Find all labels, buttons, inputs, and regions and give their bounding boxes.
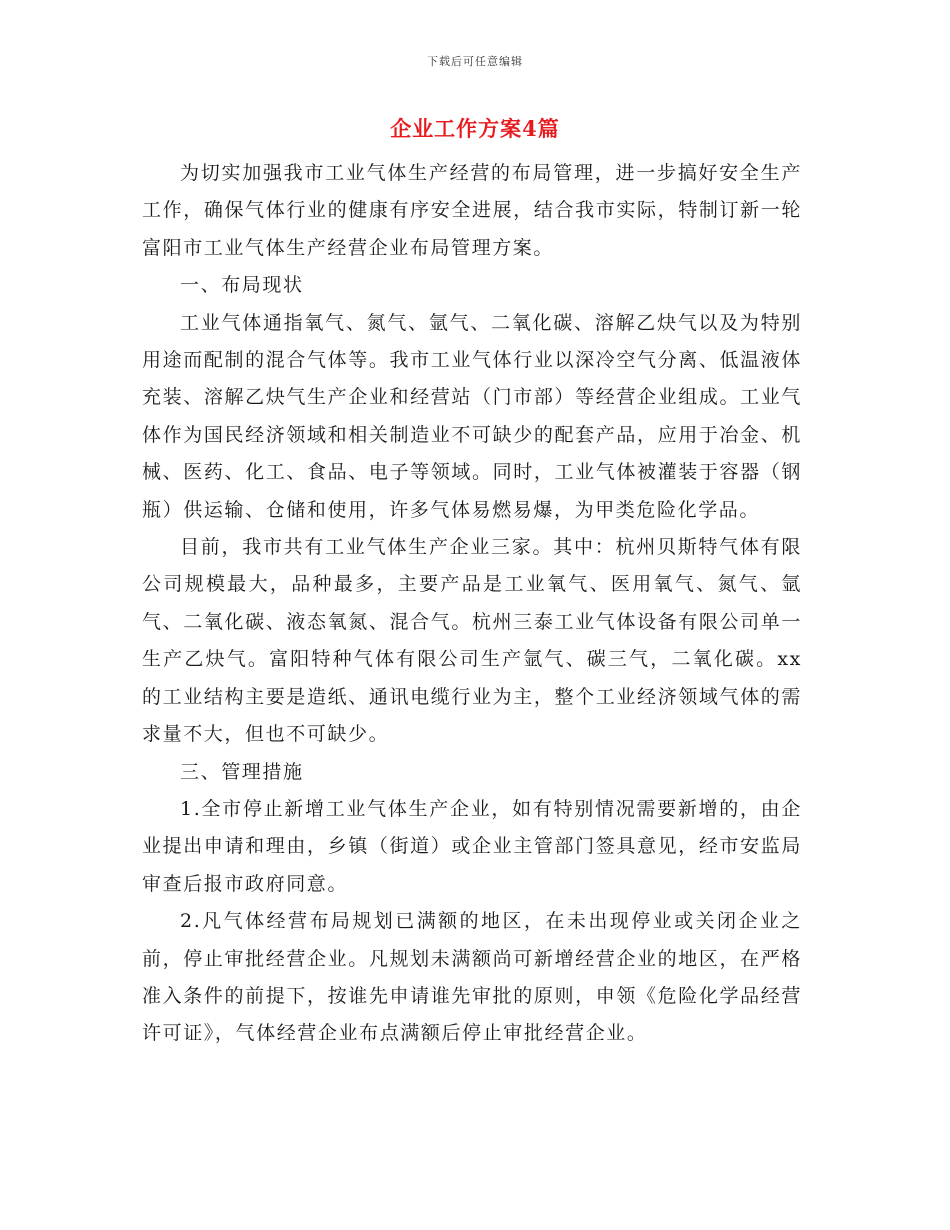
page-header-note: 下载后可任意编辑 [427, 55, 523, 68]
paragraph-measure-1: 1.全市停止新增工业气体生产企业，如有特别情况需要新增的，由企业提出申请和理由，乡镇（街道）或企业主管部门签具意见，经市安监局审查后报市政府同意。 [142, 797, 802, 895]
section-heading-management-measures: 三、管理措施 [180, 760, 304, 783]
document-body [142, 155, 802, 1053]
paragraph-industrial-gas-definition: 工业气体通指氧气、氮气、氩气、二氧化碳、溶解乙炔气以及为特别用途而配制的混合气体等。我市工业气体行业以深冷空气分离、低温液体充装、溶解乙炔气生产企业和经营站（门市部）等经营企业组成。工业气体作为国民经济领域和相关制造业不可缺少的配套产品，应用于冶金、机械、医药、化工、食品、电子等领域。同时，工业气体被灌装于容器（钢瓶）供运输、仓储和使用，许多气体易燃易爆，为甲类危险化学品。 [142, 311, 802, 521]
section-heading-layout-status: 一、布局现状 [180, 274, 304, 297]
paragraph-intro: 为切实加强我市工业气体生产经营的布局管理，进一步搞好安全生产工作，确保气体行业的健康有序安全进展，结合我市实际，特制订新一轮富阳市工业气体生产经营企业布局管理方案。 [142, 162, 802, 259]
paragraph-current-enterprises: 目前，我市共有工业气体生产企业三家。其中：杭州贝斯特气体有限公司规模最大，品种最多，主要产品是工业氧气、医用氧气、氮气、氩气、二氧化碳、液态氧氮、混合气。杭州三泰工业气体设备有限公司单一生产乙炔气。富阳特种气体有限公司生产氩气、碳三气，二氧化碳。xx的工业结构主要是造纸、通讯电缆行业为主，整个工业经济领域气体的需求量不大，但也不可缺少。 [142, 536, 802, 746]
paragraph-measure-2: 2.凡气体经营布局规划已满额的地区，在未出现停业或关闭企业之前，停止审批经营企业。凡规划未满额尚可新增经营企业的地区，在严格准入条件的前提下，按谁先申请谁先审批的原则，申领《危险化学品经营许可证》，气体经营企业布点满额后停止审批经营企业。 [142, 910, 802, 1045]
document-title: 企业工作方案4篇 [390, 116, 560, 141]
